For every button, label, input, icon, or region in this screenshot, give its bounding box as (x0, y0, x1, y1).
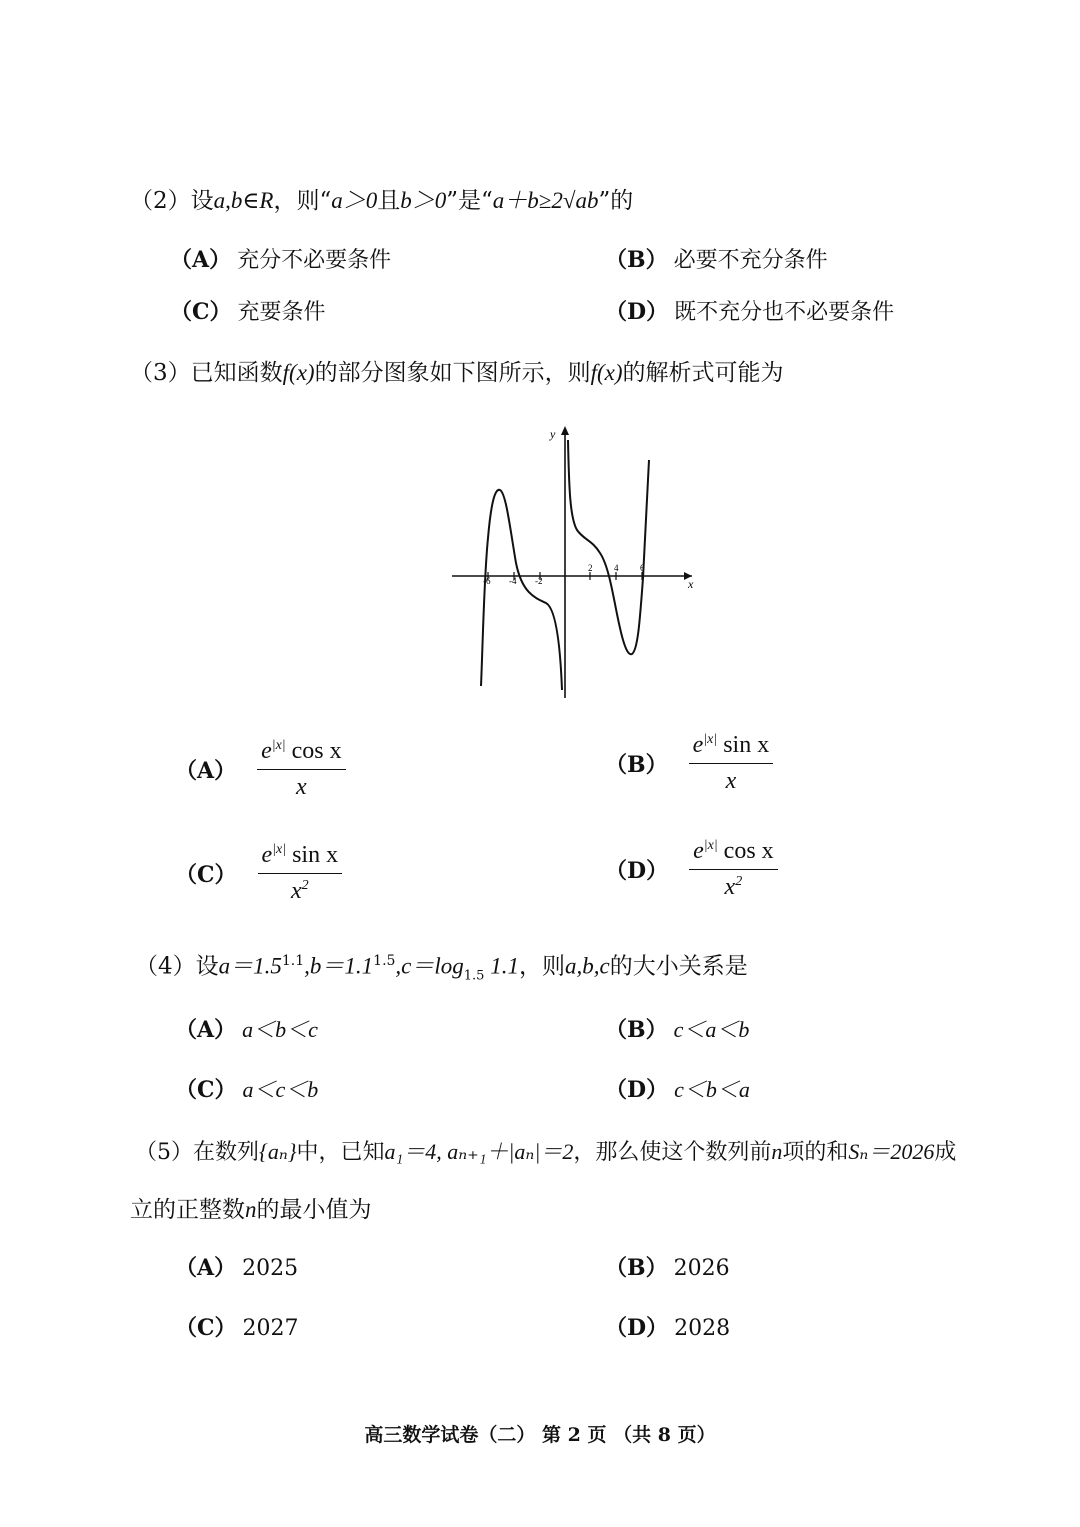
option-label: （B） (605, 1255, 668, 1281)
exponent: |x| (272, 842, 287, 857)
option-label: （A） (175, 758, 237, 784)
exponent: |x| (703, 838, 718, 853)
fraction (689, 838, 778, 901)
function: cos x (723, 838, 774, 864)
tick-label: 6 (640, 563, 645, 573)
option-label: （C） (175, 862, 237, 888)
stem-text: ，则“ (273, 188, 332, 214)
base: e (261, 842, 273, 868)
option-label: （B） (605, 247, 668, 273)
graph-curve-right (568, 440, 649, 654)
option-label: （D） (605, 1315, 669, 1341)
footer-title: 高三数学试卷（二） (364, 1424, 536, 1446)
denominator-base: x (290, 878, 302, 904)
fraction (258, 842, 343, 905)
option-label: （C） (175, 1077, 237, 1103)
option-text: c＜a＜b (673, 1017, 750, 1042)
question-3-option-c[interactable] (175, 842, 342, 905)
question-3-option-d[interactable] (605, 838, 778, 901)
math-expression: 1.1 (484, 953, 519, 979)
base: e (693, 838, 704, 864)
option-label: （D） (605, 858, 669, 884)
question-5-option-c[interactable] (175, 1313, 299, 1344)
option-label: （D） (605, 299, 669, 325)
fraction (257, 738, 346, 801)
option-text: 2027 (242, 1316, 299, 1341)
question-2-option-d[interactable] (605, 297, 894, 328)
question-3-option-b[interactable] (605, 732, 773, 795)
stem-text: 设 (195, 953, 219, 980)
stem-text: 的大小关系是 (609, 953, 748, 980)
math-expression: Sₙ＝2026 (848, 1139, 935, 1164)
option-text: 2028 (674, 1316, 731, 1341)
math-exponent: 1.5 (373, 953, 396, 969)
fraction-numerator (689, 732, 774, 764)
math-expression: ,b＝1.1 (304, 953, 374, 979)
stem-text: 在数列 (193, 1140, 260, 1165)
math-expression: f(x) (590, 360, 623, 385)
option-label: （A） (175, 1255, 237, 1281)
option-text: c＜b＜a (674, 1077, 750, 1102)
stem-text: 且 (377, 188, 401, 214)
question-4-option-b[interactable] (605, 1015, 749, 1046)
math-expression: a,b∈R (213, 188, 274, 213)
option-text: 必要不充分条件 (673, 248, 828, 273)
question-number: （3） (130, 360, 191, 386)
denominator-base: x (725, 768, 737, 794)
option-label: （C） (175, 1315, 237, 1341)
math-expression: n (245, 1197, 257, 1222)
option-text: 既不充分也不必要条件 (674, 300, 895, 325)
option-text: 2026 (673, 1256, 730, 1281)
denominator-base: x (724, 874, 736, 900)
math-expression: a＋b≥2√ab (492, 188, 599, 213)
question-2-option-b[interactable] (605, 245, 828, 276)
function: sin x (292, 842, 339, 868)
page-footer (0, 1420, 1080, 1447)
option-text: 充分不必要条件 (237, 248, 392, 273)
question-2-stem (130, 186, 633, 216)
question-4-option-a[interactable] (175, 1015, 318, 1046)
option-text: a＜b＜c (242, 1017, 318, 1042)
question-4-option-c[interactable] (175, 1075, 318, 1106)
tick-label: -6 (483, 576, 491, 586)
footer-page: 第 2 页 (542, 1424, 607, 1446)
denominator-exponent: 2 (735, 874, 743, 889)
stem-text: ，那么使这个数列前 (573, 1140, 772, 1165)
tick-label: 4 (614, 563, 619, 573)
option-text: 2025 (242, 1256, 299, 1281)
question-4-stem (135, 946, 748, 991)
exponent: |x| (271, 738, 286, 753)
math-expression: a,b,c (564, 953, 610, 979)
question-5-option-d[interactable] (605, 1313, 730, 1344)
y-axis-arrow (561, 426, 569, 435)
tick-label: 2 (588, 563, 593, 573)
fraction-numerator (257, 738, 346, 770)
stem-text: ”的 (598, 188, 634, 214)
option-label: （C） (170, 299, 232, 325)
question-2-option-a[interactable] (170, 245, 391, 276)
math-expression: a₁＝4, aₙ₊₁＋|aₙ|＝2 (384, 1139, 574, 1164)
question-4-option-d[interactable] (605, 1075, 750, 1106)
math-expression: b＞0 (400, 188, 447, 213)
fraction (689, 732, 774, 795)
option-label: （A） (170, 247, 232, 273)
question-5-stem-line-1 (135, 1137, 956, 1168)
footer-total: （共 8 页） (613, 1424, 716, 1446)
stem-text: 的部分图象如下图所示，则 (314, 360, 591, 386)
stem-text: 的最小值为 (256, 1197, 372, 1223)
stem-text: ”是“ (446, 188, 493, 214)
fraction-denominator (258, 874, 343, 905)
fraction-numerator (258, 842, 343, 874)
fraction-denominator (257, 770, 346, 801)
fraction-denominator (689, 764, 774, 795)
question-2-option-c[interactable] (170, 297, 326, 328)
stem-text: 项的和 (782, 1140, 849, 1165)
question-3-stem (130, 358, 783, 388)
question-number: （5） (135, 1140, 193, 1165)
option-label: （A） (175, 1017, 237, 1043)
stem-text: 成 (934, 1140, 957, 1165)
math-expression: {aₙ} (259, 1139, 297, 1164)
math-expression: f(x) (282, 360, 315, 385)
math-expression: a＞0 (331, 188, 378, 213)
option-text: a＜c＜b (242, 1077, 319, 1102)
question-3-option-a[interactable] (175, 738, 346, 801)
graph-curve-left (481, 490, 562, 690)
function: sin x (723, 732, 770, 758)
option-label: （B） (605, 752, 668, 778)
stem-text: 已知函数 (190, 360, 283, 386)
fraction-denominator (689, 870, 778, 901)
option-label: （B） (605, 1017, 668, 1043)
denominator-exponent: 2 (301, 878, 309, 893)
stem-text: 的解析式可能为 (622, 360, 784, 386)
base: e (692, 732, 704, 758)
question-5-option-b[interactable] (605, 1253, 730, 1284)
tick-label: -2 (535, 576, 543, 586)
stem-text: 立的正整数 (130, 1197, 245, 1223)
question-number: （4） (135, 953, 196, 980)
math-subscript: 1.5 (463, 968, 485, 984)
stem-text: 设 (190, 188, 214, 214)
y-axis-label: y (550, 427, 556, 441)
denominator-base: x (296, 774, 307, 800)
question-number: （2） (130, 188, 191, 214)
option-label: （D） (605, 1077, 669, 1103)
base: e (261, 738, 272, 764)
option-text: 充要条件 (237, 300, 326, 325)
stem-text: 中，已知 (296, 1140, 385, 1165)
fraction-numerator (689, 838, 778, 870)
math-exponent: 1.1 (281, 953, 305, 969)
function-graph (440, 418, 700, 708)
math-expression: a＝1.5 (218, 953, 282, 979)
x-axis-label: x (688, 577, 694, 591)
function: cos x (291, 738, 342, 764)
tick-label: -4 (509, 576, 517, 586)
exponent: |x| (703, 732, 718, 747)
question-5-stem-line-2 (130, 1195, 372, 1225)
stem-text: ，则 (518, 953, 565, 980)
math-expression: ,c＝log (395, 953, 464, 979)
question-5-option-a[interactable] (175, 1253, 298, 1284)
math-expression: n (771, 1139, 783, 1164)
